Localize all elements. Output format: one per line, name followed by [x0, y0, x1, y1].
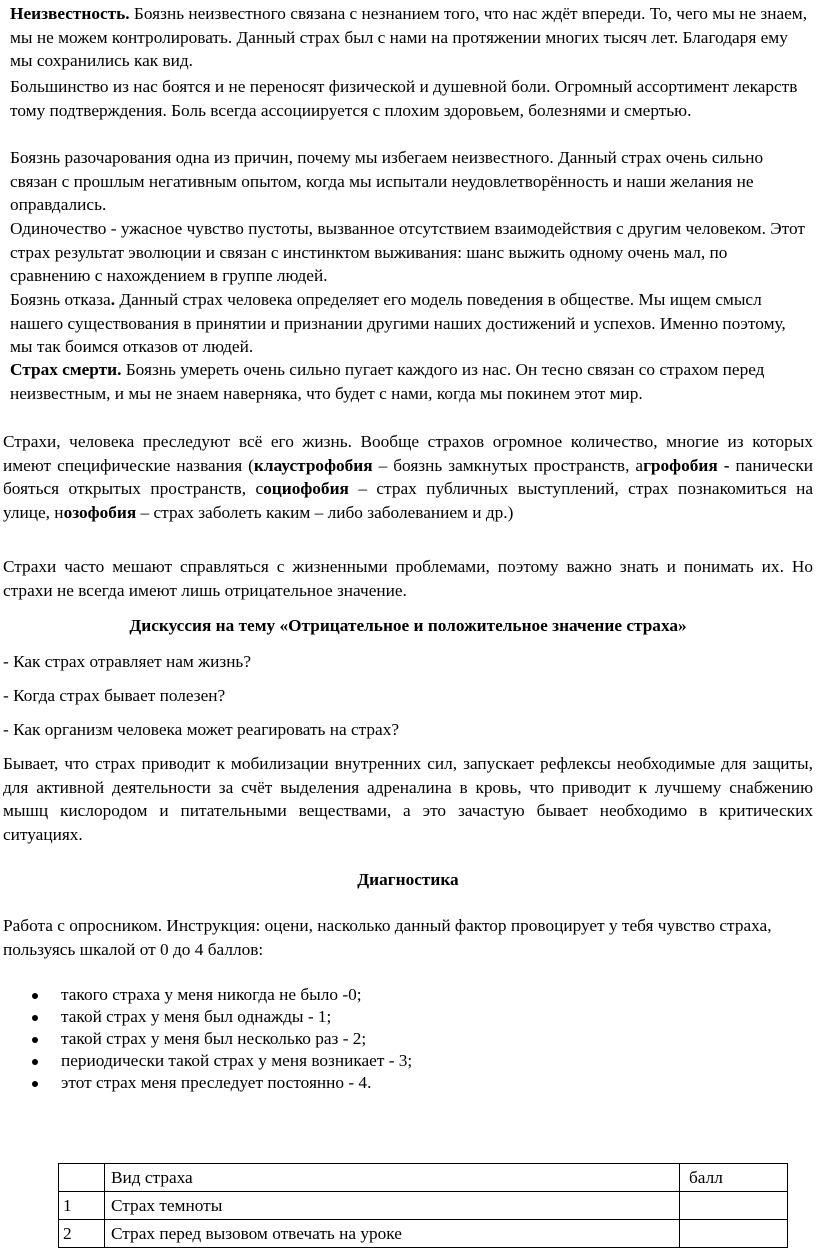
table-cell: Страх темноты — [105, 1192, 680, 1220]
table-header-cell: балл — [680, 1164, 788, 1192]
bullet-icon — [32, 1081, 38, 1087]
term-nosophobia: озофобия — [63, 502, 137, 522]
diagnostics-heading: Диагностика — [357, 870, 459, 889]
term-sociophobia: оциофобия — [263, 479, 349, 498]
paragraph-useful-fear: Бывает, что страх приводит к мобилизации внутренних сил, запускает рефлексы необходимые для защиты, для активной деятельности за счёт выделения адреналина в кровь, что приводит к лучшему снабжению мышц кислородом и питательными веществами, а это зачастую бывает необходимо в критических ситуациях. — [3, 754, 813, 844]
paragraph-lead: Боязнь отказа — [10, 290, 111, 309]
table-cell: 2 — [59, 1220, 105, 1248]
paragraph-rejection: Боязнь отказа. Данный страх человека определяет его модель поведения в обществе. Мы ищем смысл нашего существования в принятии и признании другими наших достижений и успехов. Именно поэтому, мы так боимся отказов от людей. — [10, 290, 786, 356]
bullet-icon — [32, 1015, 38, 1021]
paragraph-unknown: Неизвестность. Боязнь неизвестного связана с незнанием того, что нас ждёт впереди. То, чего мы не знаем, мы не можем контролировать. Данный страх был с нами на протяжении многих тысяч лет. Благодаря ему мы сохранились как вид. — [10, 4, 808, 70]
paragraph-lead: Неизвестность. — [10, 4, 130, 23]
discussion-question-1: - Как страх отравляет нам жизнь? — [3, 652, 251, 671]
table-header-cell: Вид страха — [105, 1164, 680, 1192]
table-header-row — [59, 1164, 788, 1192]
paragraph-disappointment: Боязнь разочарования одна из причин, почему мы избегаем неизвестного. Данный страх очень сильно связан с прошлым негативным опытом, когда мы испытали неудовлетворённость и наши желания не оправдались. — [10, 148, 764, 214]
paragraph-fears-hinder: Страхи часто мешают справляться с жизненными проблемами, поэтому важно знать и понимать их. Но страхи не всегда имеют лишь отрицательное значение. — [3, 557, 813, 600]
paragraph-phobias: Страхи, человека преследуют всё его жизнь. Вообще страхов огромное количество, многие из которых имеют специфические названия (клаустрофобия – боязнь замкнутых пространств, агрофобия - панически бояться открытых пространств, социофобия – страх публичных выступлений, страх познакомиться на улице, нозофобия – страх заболеть каким – либо заболеванием и др.) — [3, 432, 814, 522]
bullet-icon — [32, 993, 38, 999]
discussion-question-2: - Когда страх бывает полезен? — [3, 686, 226, 705]
score-cell[interactable] — [680, 1220, 788, 1248]
table-row — [59, 1192, 788, 1220]
term-agoraphobia: грофобия - — [643, 455, 736, 475]
discussion-heading: Дискуссия на тему «Отрицательное и положительное значение страха» — [129, 616, 687, 635]
score-cell[interactable] — [680, 1192, 788, 1220]
term-claustrophobia: клаустрофобия — [253, 455, 373, 475]
table-row — [59, 1220, 788, 1248]
paragraph-pain: Большинство из нас боятся и не переносят физической и душевной боли. Огромный ассортимент лекарств тому подтверждения. Боль всегда ассоциируется с плохим здоровьем, болезнями и смертью. — [10, 77, 798, 120]
table-header-cell — [59, 1164, 105, 1192]
instruction-paragraph: Работа с опросником. Инструкция: оцени, насколько данный фактор провоцирует у тебя чувство страха, пользуясь шкалой от 0 до 4 баллов: — [3, 916, 772, 959]
paragraph-loneliness: Одиночество - ужасное чувство пустоты, вызванное отсутствием взаимодействия с другим человеком. Этот страх результат эволюции и связан с инстинктом выживания: шанс выжить одному очень мал, по сравнению с нахождением в группе людей. — [10, 219, 805, 285]
paragraph-lead: Страх смерти. — [10, 360, 122, 379]
paragraph-death: Страх смерти. Боязнь умереть очень сильно пугает каждого из нас. Он тесно связан со страхом перед неизвестным, и мы не знаем наверняка, что будет с нами, когда мы покинем этот мир. — [10, 360, 765, 403]
fear-table — [58, 1163, 788, 1248]
discussion-question-3: - Как организм человека может реагировать на страх? — [3, 720, 400, 739]
bullet-icon — [32, 1037, 38, 1043]
table-cell: 1 — [59, 1192, 105, 1220]
bullet-icon — [32, 1059, 38, 1065]
table-cell: Страх перед вызовом отвечать на уроке — [105, 1220, 680, 1248]
